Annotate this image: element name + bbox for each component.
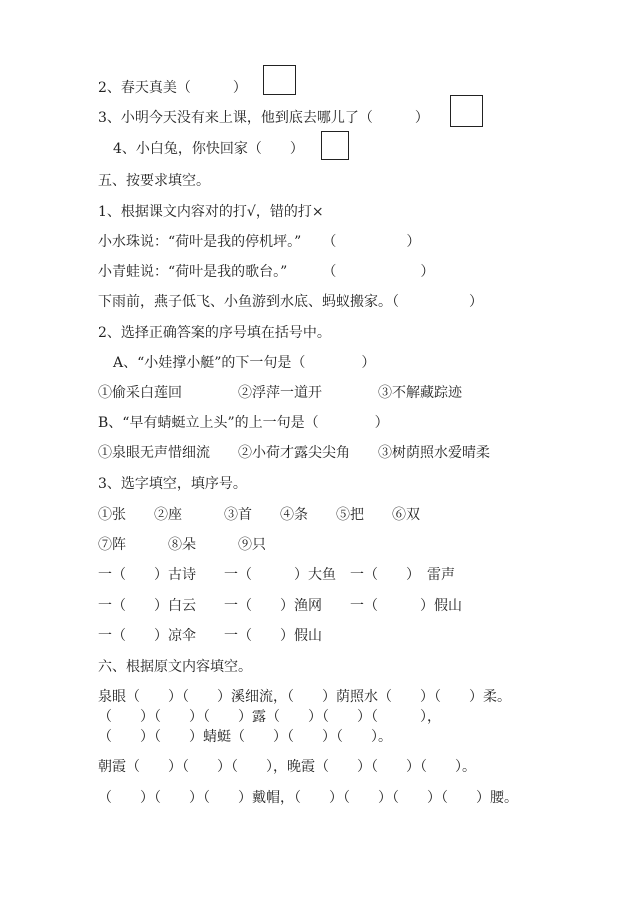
poem-line-3: （ ）（ ）蜻蜓（ ）（ ）（ ）。 <box>98 729 392 745</box>
question-4-line: 4、小白兔，你快回家（ ） <box>113 141 304 157</box>
task-2-options-b: ①泉眼无声惜细流 ②小荷才露尖尖角 ③树荫照水爱晴柔 <box>98 445 490 461</box>
section-5-title: 五、按要求填空。 <box>98 173 210 189</box>
task-3-instruction: 3、选字填空，填序号。 <box>98 476 247 492</box>
answer-box-2[interactable] <box>263 65 296 95</box>
poem-line-5: （ ）（ ）（ ）戴帽，（ ）（ ）（ ）（ ）腰。 <box>98 790 518 806</box>
task-2-options-a: ①偷采白莲回 ②浮萍一道开 ③不解藏踪迹 <box>98 385 462 401</box>
task-1-statement-b: 小青蛙说：“荷叶是我的歌台。” （ ） <box>98 264 435 280</box>
answer-box-3[interactable] <box>450 95 483 127</box>
task-3-word-bank-2: ⑦阵 ⑧朵 ⑨只 <box>98 537 266 553</box>
task-3-fill-row-2: 一（ ）白云 一（ ）渔网 一（ ）假山 <box>98 598 462 614</box>
task-3-word-bank-1: ①张 ②座 ③首 ④条 ⑤把 ⑥双 <box>98 507 420 523</box>
question-2-line: 2、春天真美（ ） <box>98 80 247 96</box>
task-3-fill-row-3: 一（ ）凉伞 一（ ）假山 <box>98 628 322 644</box>
poem-line-4: 朝霞（ ）（ ）（ ），晚霞（ ）（ ）（ ）。 <box>98 759 476 775</box>
poem-line-1: 泉眼（ ）（ ）溪细流，（ ）荫照水（ ）（ ）柔。 <box>98 689 511 705</box>
task-1-statement-a: 小水珠说：“荷叶是我的停机坪。” （ ） <box>98 234 421 250</box>
answer-box-4[interactable] <box>321 131 349 160</box>
section-6-title: 六、根据原文内容填空。 <box>98 659 252 675</box>
task-2-instruction: 2、选择正确答案的序号填在括号中。 <box>98 325 331 341</box>
task-2-question-a: A、“小娃撑小艇”的下一句是（ ） <box>113 355 376 371</box>
poem-line-2: （ ）（ ）（ ）露（ ）（ ）（ ）， <box>98 709 441 725</box>
task-3-fill-row-1: 一（ ）古诗 一（ ）大鱼 一（ ） 雷声 <box>98 567 455 583</box>
task-2-question-b: B、“早有蜻蜓立上头”的上一句是（ ） <box>98 415 389 431</box>
task-1-instruction: 1、根据课文内容对的打√，错的打× <box>98 204 324 220</box>
task-1-statement-c: 下雨前，燕子低飞、小鱼游到水底、蚂蚁搬家。（ ） <box>98 294 483 310</box>
question-3-line: 3、小明今天没有来上课，他到底去哪儿了（ ） <box>98 110 429 126</box>
